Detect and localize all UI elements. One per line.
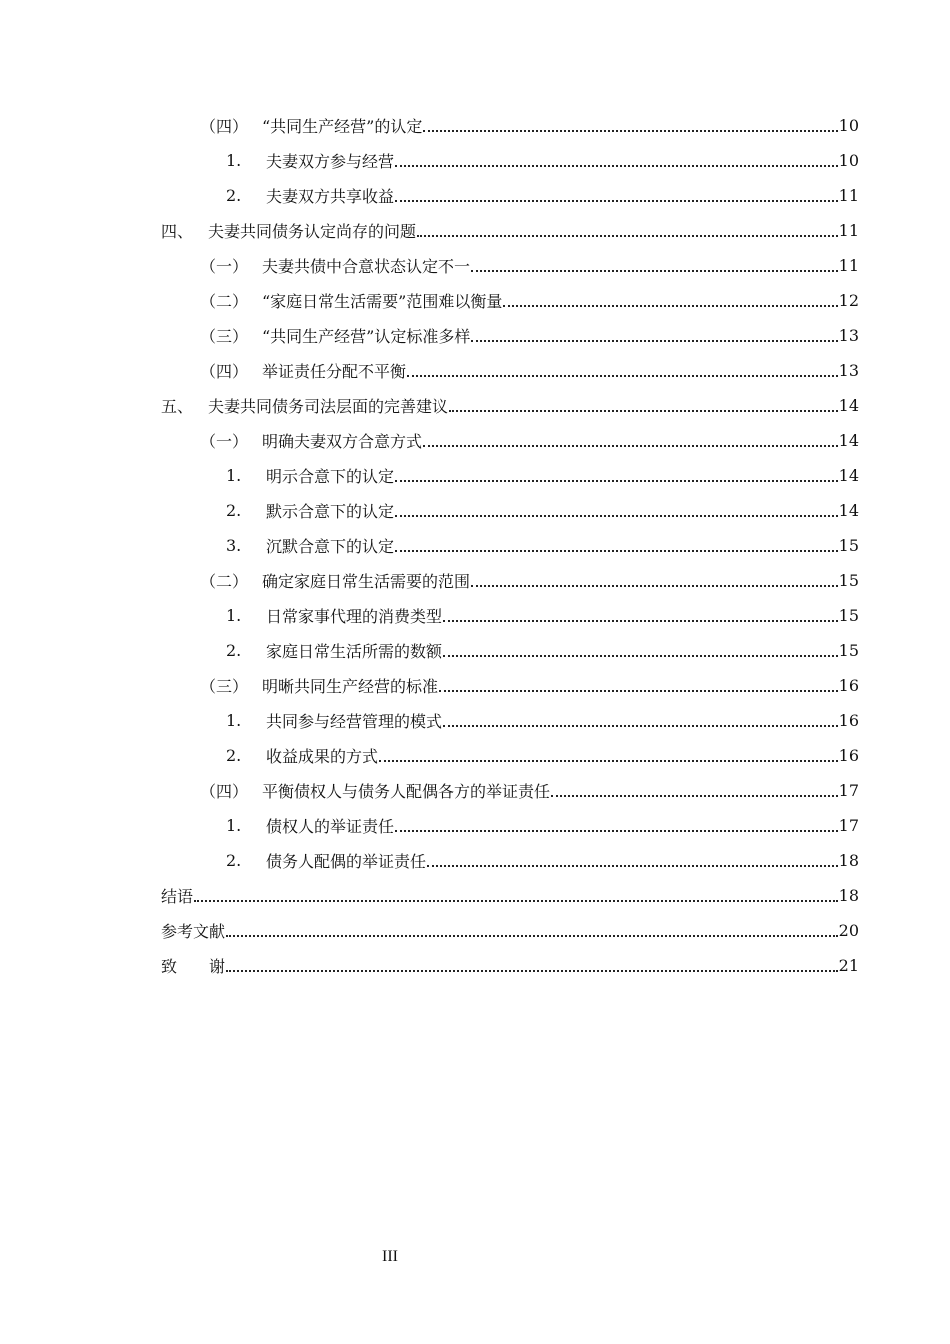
toc-entry-title: 参考文献 bbox=[161, 922, 226, 941]
toc-entry-page: 20 bbox=[838, 921, 859, 940]
toc-entry-page: 17 bbox=[838, 816, 859, 835]
toc-entry[interactable] bbox=[200, 318, 859, 353]
toc-dot-leader bbox=[471, 340, 837, 342]
toc-dot-leader bbox=[395, 200, 838, 202]
toc-entry-page: 21 bbox=[838, 956, 859, 975]
toc-entry-title: 夫妻双方参与经营 bbox=[266, 152, 395, 171]
toc-entry-title: 夫妻双方共享收益 bbox=[266, 187, 395, 206]
toc-entry[interactable] bbox=[226, 633, 859, 668]
toc-dot-leader bbox=[439, 690, 838, 692]
toc-entry[interactable] bbox=[200, 423, 859, 458]
toc-dot-leader bbox=[395, 480, 838, 482]
toc-entry[interactable] bbox=[226, 143, 859, 178]
toc-entry-number: 3. bbox=[226, 536, 242, 555]
toc-dot-leader bbox=[443, 620, 838, 622]
toc-dot-leader bbox=[395, 165, 838, 167]
toc-entry-title: 夫妻共债中合意状态认定不一 bbox=[262, 257, 471, 276]
toc-entry-title: 日常家事代理的消费类型 bbox=[266, 607, 443, 626]
toc-dot-leader bbox=[449, 410, 838, 412]
toc-entry-number: 1. bbox=[226, 711, 242, 730]
toc-dot-leader bbox=[551, 795, 838, 797]
toc-entry[interactable] bbox=[226, 703, 859, 738]
toc-entry-number: （四） bbox=[200, 782, 249, 801]
toc-entry-number: 2. bbox=[226, 746, 242, 765]
toc-entry-page: 11 bbox=[838, 256, 859, 275]
toc-entry-page: 12 bbox=[838, 291, 859, 310]
toc-entry-title: 收益成果的方式 bbox=[266, 747, 379, 766]
toc-dot-leader bbox=[194, 900, 838, 902]
toc-entry-page: 16 bbox=[838, 711, 859, 730]
toc-dot-leader bbox=[503, 305, 837, 307]
toc-entry-title: 默示合意下的认定 bbox=[266, 502, 395, 521]
toc-entry-page: 11 bbox=[838, 221, 859, 240]
toc-entry[interactable] bbox=[200, 668, 859, 703]
toc-dot-leader bbox=[395, 515, 838, 517]
toc-entry[interactable] bbox=[161, 913, 859, 948]
toc-entry[interactable] bbox=[200, 773, 859, 808]
toc-entry[interactable] bbox=[161, 878, 859, 913]
toc-entry-title: 明晰共同生产经营的标准 bbox=[262, 677, 439, 696]
toc-entry-page: 14 bbox=[838, 501, 859, 520]
toc-entry-number: 1. bbox=[226, 466, 242, 485]
toc-entry-title: 共同参与经营管理的模式 bbox=[266, 712, 443, 731]
toc-entry-number: 2. bbox=[226, 186, 242, 205]
toc-entry-title: 明确夫妻双方合意方式 bbox=[262, 432, 423, 451]
toc-entry[interactable] bbox=[200, 283, 859, 318]
toc-dot-leader bbox=[443, 725, 838, 727]
toc-dot-leader bbox=[427, 865, 838, 867]
toc-entry-title: “共同生产经营”认定标准多样 bbox=[262, 327, 471, 346]
toc-entry-page: 17 bbox=[838, 781, 859, 800]
toc-dot-leader bbox=[417, 235, 838, 237]
toc-entry[interactable] bbox=[226, 458, 859, 493]
toc-entry[interactable] bbox=[200, 353, 859, 388]
toc-entry-title: 夫妻共同债务认定尚存的问题 bbox=[208, 222, 417, 241]
toc-entry-title: 平衡债权人与债务人配偶各方的举证责任 bbox=[262, 782, 551, 801]
toc-dot-leader bbox=[226, 970, 838, 972]
toc-dot-leader bbox=[423, 130, 837, 132]
toc-dot-leader bbox=[443, 655, 838, 657]
toc-entry-number: （三） bbox=[200, 327, 249, 346]
toc-entry[interactable] bbox=[226, 738, 859, 773]
toc-entry-number: 2. bbox=[226, 641, 242, 660]
toc-entry[interactable] bbox=[226, 178, 859, 213]
toc-dot-leader bbox=[471, 585, 838, 587]
toc-entry-page: 15 bbox=[838, 606, 859, 625]
toc-entry-number: 1. bbox=[226, 151, 242, 170]
toc-dot-leader bbox=[395, 830, 838, 832]
toc-entry-page: 15 bbox=[838, 536, 859, 555]
toc-entry-number: 1. bbox=[226, 816, 242, 835]
toc-entry[interactable] bbox=[200, 108, 859, 143]
toc-entry[interactable] bbox=[226, 598, 859, 633]
toc-entry-page: 18 bbox=[838, 886, 859, 905]
toc-entry-page: 14 bbox=[838, 431, 859, 450]
toc-dot-leader bbox=[407, 375, 838, 377]
toc-entry-page: 15 bbox=[838, 641, 859, 660]
toc-entry-title: “家庭日常生活需要”范围难以衡量 bbox=[262, 292, 503, 311]
toc-dot-leader bbox=[379, 760, 838, 762]
toc-entry-number: （二） bbox=[200, 292, 249, 311]
toc-entry[interactable] bbox=[226, 528, 859, 563]
toc-entry[interactable] bbox=[161, 213, 859, 248]
toc-entry-number: 五、 bbox=[161, 397, 194, 416]
toc-entry-number: 2. bbox=[226, 501, 242, 520]
toc-entry-page: 14 bbox=[838, 396, 859, 415]
toc-entry-title: 明示合意下的认定 bbox=[266, 467, 395, 486]
toc-entry-number: （一） bbox=[200, 432, 249, 451]
toc-entry-page: 16 bbox=[838, 746, 859, 765]
toc-entry-number: 2. bbox=[226, 851, 242, 870]
toc-entry-title: 家庭日常生活所需的数额 bbox=[266, 642, 443, 661]
toc-entry[interactable] bbox=[200, 563, 859, 598]
toc-entry-page: 13 bbox=[838, 361, 859, 380]
toc-entry-number: 1. bbox=[226, 606, 242, 625]
toc-entry-number: （四） bbox=[200, 117, 249, 136]
toc-entry-number: （二） bbox=[200, 572, 249, 591]
toc-entry-title: “共同生产经营”的认定 bbox=[262, 117, 423, 136]
toc-entry-page: 14 bbox=[838, 466, 859, 485]
toc-dot-leader bbox=[226, 935, 838, 937]
toc-entry-title: 债权人的举证责任 bbox=[266, 817, 395, 836]
toc-entry-title: 致 谢 bbox=[161, 957, 226, 976]
toc-entry-page: 15 bbox=[838, 571, 859, 590]
toc-entry[interactable] bbox=[226, 808, 859, 843]
toc-entry-title: 结语 bbox=[161, 887, 194, 906]
toc-entry[interactable] bbox=[161, 948, 859, 983]
toc-entry-title: 确定家庭日常生活需要的范围 bbox=[262, 572, 471, 591]
toc-entry-page: 10 bbox=[838, 116, 859, 135]
toc-entry-number: 四、 bbox=[161, 222, 194, 241]
toc-entry[interactable] bbox=[200, 248, 859, 283]
toc-entry-page: 13 bbox=[838, 326, 859, 345]
page-number: III bbox=[382, 1248, 398, 1265]
toc-entry-page: 18 bbox=[838, 851, 859, 870]
toc-entry-title: 债务人配偶的举证责任 bbox=[266, 852, 427, 871]
toc-entry-title: 夫妻共同债务司法层面的完善建议 bbox=[208, 397, 449, 416]
toc-entry-number: （四） bbox=[200, 362, 249, 381]
toc-entry[interactable] bbox=[161, 388, 859, 423]
toc-dot-leader bbox=[471, 270, 838, 272]
toc-entry-title: 举证责任分配不平衡 bbox=[262, 362, 407, 381]
toc-entry-number: （三） bbox=[200, 677, 249, 696]
toc-dot-leader bbox=[395, 550, 838, 552]
toc-entry[interactable] bbox=[226, 493, 859, 528]
toc-entry[interactable] bbox=[226, 843, 859, 878]
toc-dot-leader bbox=[423, 445, 838, 447]
toc-entry-page: 11 bbox=[838, 186, 859, 205]
toc-entry-title: 沉默合意下的认定 bbox=[266, 537, 395, 556]
toc-entry-page: 16 bbox=[838, 676, 859, 695]
toc-entry-page: 10 bbox=[838, 151, 859, 170]
toc-entry-number: （一） bbox=[200, 257, 249, 276]
